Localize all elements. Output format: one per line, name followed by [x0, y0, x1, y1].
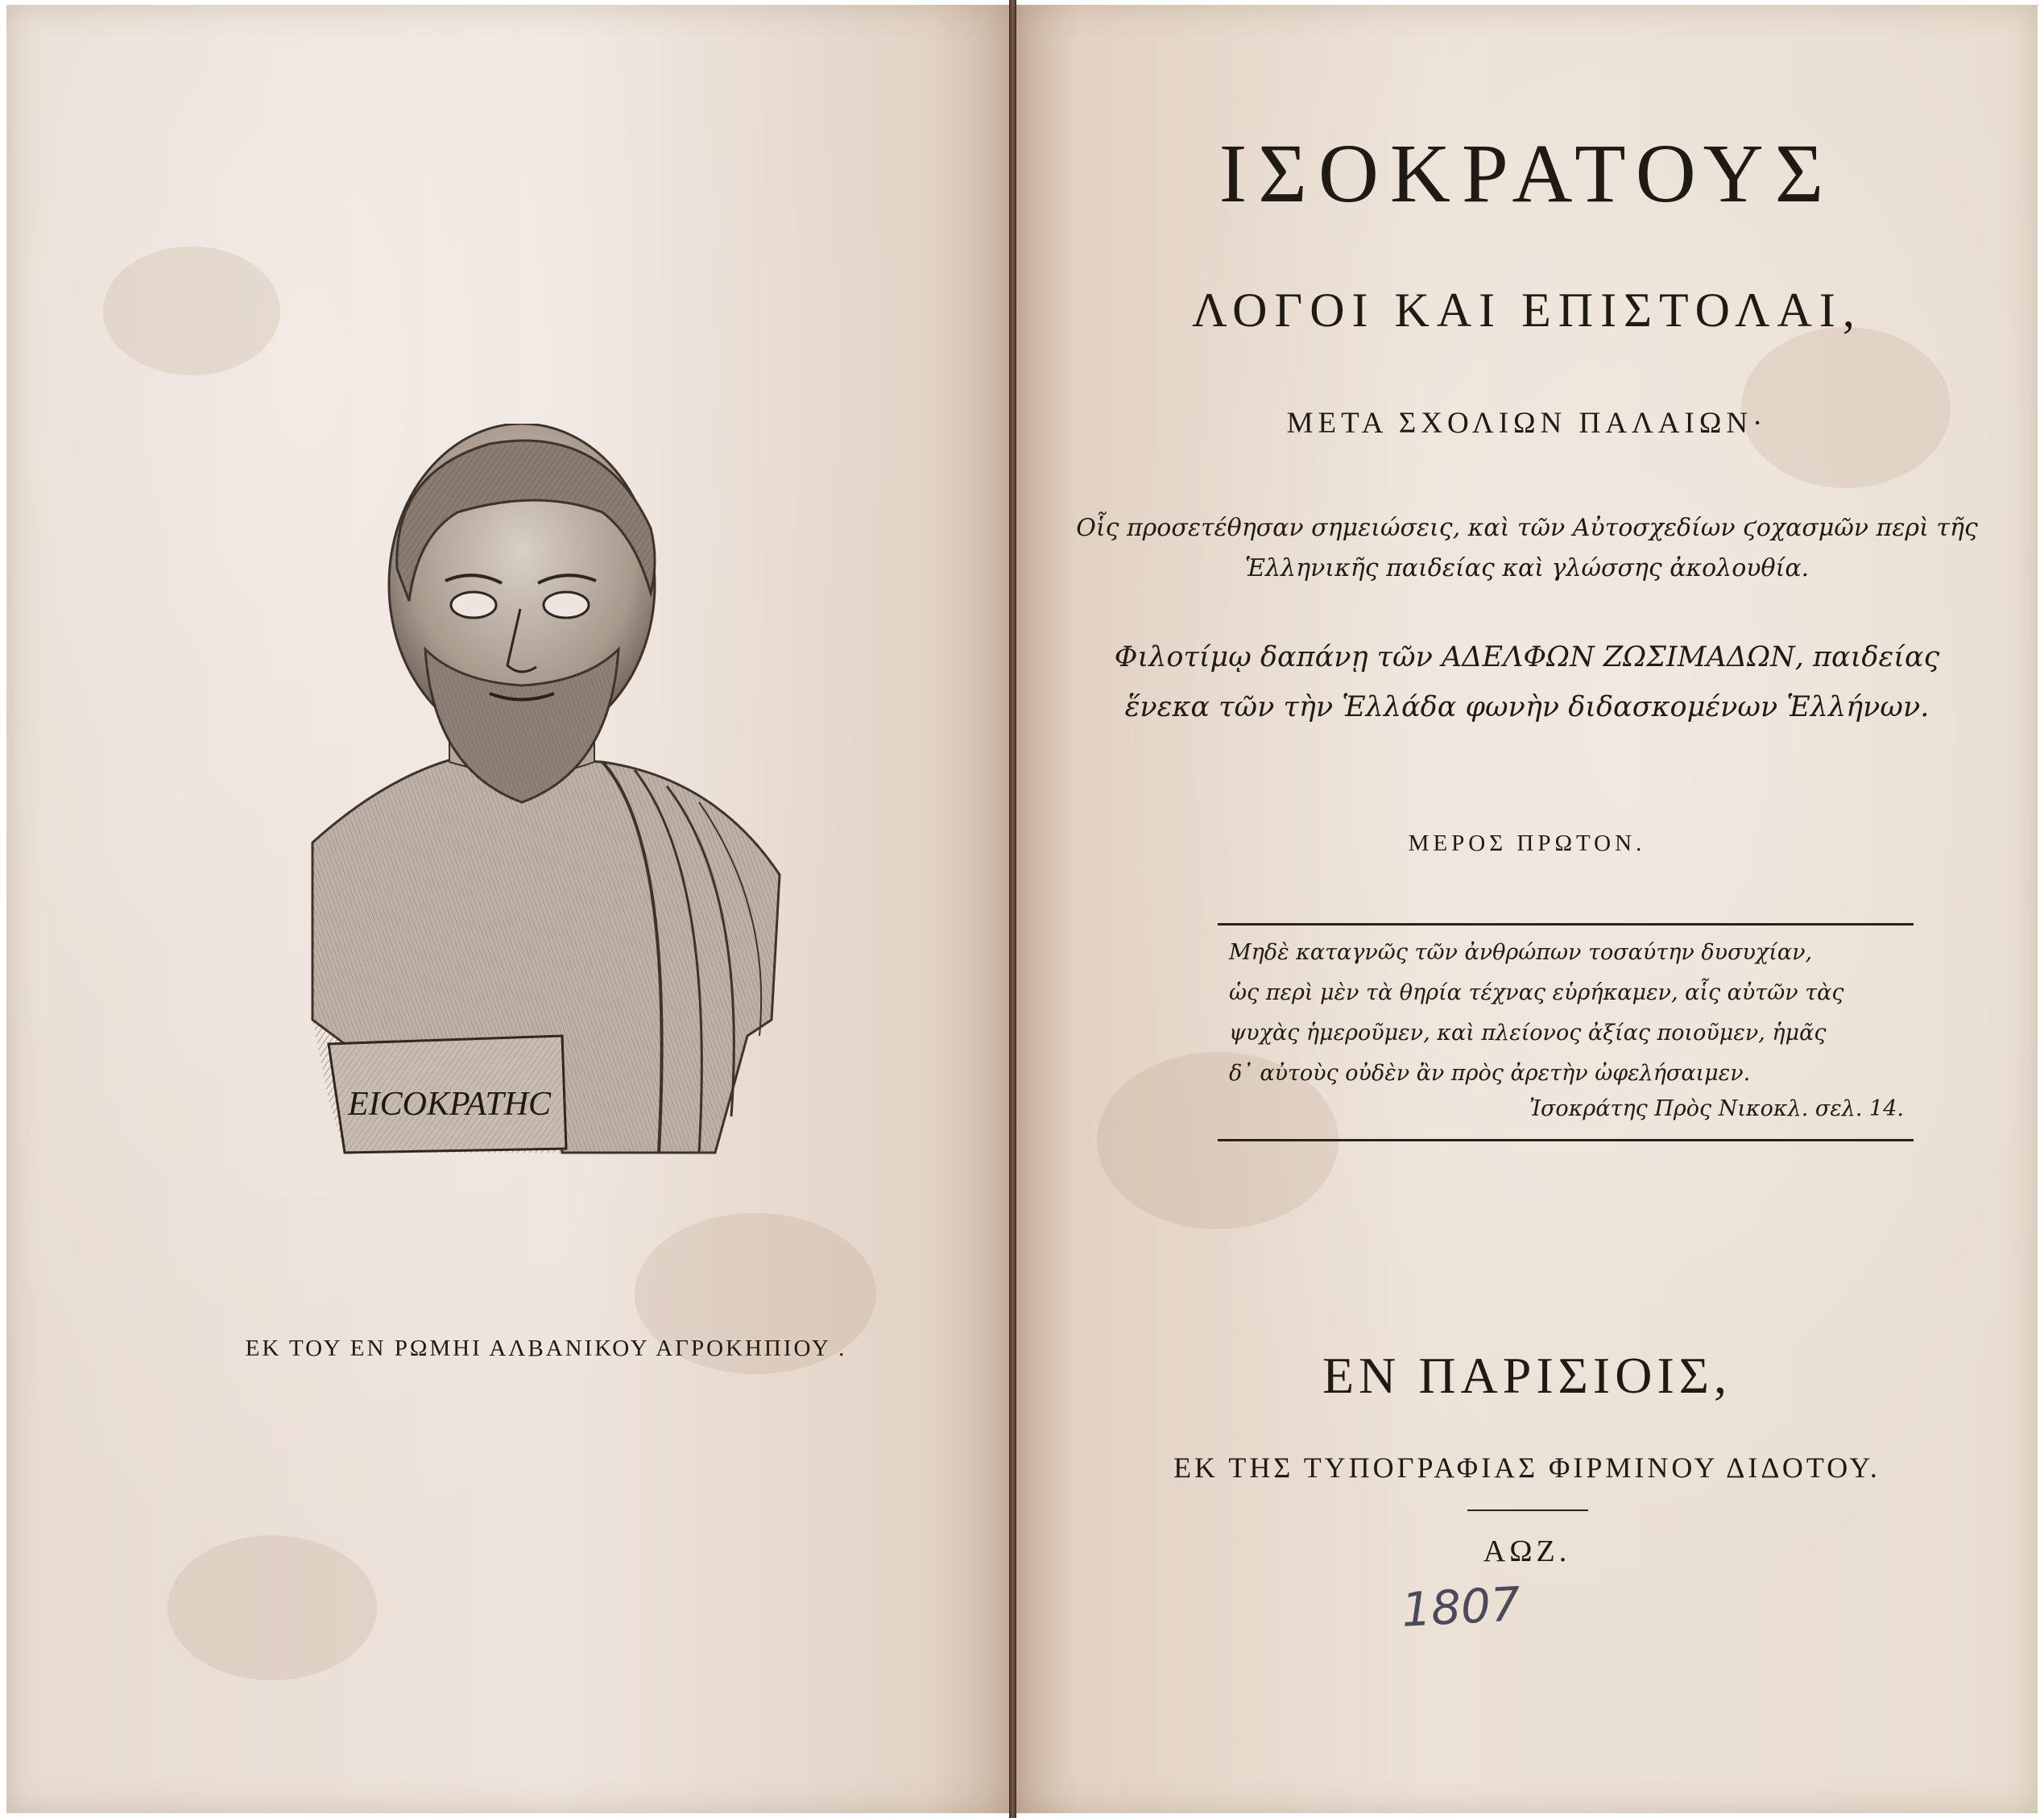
- epigraph: [1218, 923, 1914, 1141]
- handwritten-year: 1807: [1400, 1576, 1522, 1638]
- paper-stain: [103, 246, 280, 375]
- paper-stain: [168, 1535, 377, 1680]
- sponsor-line: Φιλοτίμῳ δαπάνῃ τῶν ΑΔΕΛΦΩΝ ΖΩΣΙΜΑΔΩΝ, παιδείας: [1114, 641, 1940, 673]
- left-page: [6, 5, 1009, 1813]
- epigraph-source: Ἰσοκράτης Πρὸς Νικοκλ. σελ. 14.: [1529, 1096, 1904, 1121]
- imprint-place: ΕΝ ΠΑΡΙΣΙΟΙΣ,: [1322, 1347, 1732, 1404]
- description-line: Οἷς προσετέθησαν σημειώσεις, καὶ τῶν Αὐτοσχεδίων ϛοχασμῶν περὶ τῆς: [1076, 514, 1978, 542]
- epigraph-line: ὡς περὶ μὲν τὰ θηρία τέχνας εὑρήκαμεν, αἷς αὐτῶν τὰς: [1229, 980, 1844, 1005]
- description-line: Ἑλληνικῆς παιδείας καὶ γλώσσης ἀκολουθία.: [1244, 554, 1810, 582]
- right-page: [1016, 5, 2038, 1813]
- sponsor-line: ἕνεκα τῶν τὴν Ἑλλάδα φωνὴν διδασκομένων Ἑλλήνων.: [1124, 691, 1930, 723]
- book-title: ΙΣΟΚΡΑΤΟΥΣ: [1219, 127, 1835, 220]
- epigraph-line: ψυχὰς ἡμεροῦμεν, καὶ πλείονος ἀξίας ποιοῦμεν, ἡμᾶς: [1229, 1021, 1827, 1046]
- frontispiece-caption: ΕΚ ΤΟΥ ΕΝ ΡΩΜΗΙ ΑΛΒΑΝΙΚΟΥ ΑΓΡΟΚΗΠΙΟΥ .: [245, 1336, 847, 1361]
- imprint-press: ΕΚ ΤΗΣ ΤΥΠΟΓΡΑΦΙΑΣ ΦΙΡΜΙΝΟΥ ΔΙΔΟΤΟΥ.: [1173, 1452, 1881, 1484]
- divider-rule: [1467, 1509, 1588, 1511]
- isocrates-bust-engraving: [296, 424, 796, 1181]
- plate-inscription: ΕΙCΟΚΡΑΤΗC: [347, 1086, 552, 1123]
- imprint-year-greek: ΑΩΖ.: [1483, 1534, 1571, 1568]
- epigraph-line: Μηδὲ καταγνῶς τῶν ἀνθρώπων τοσαύτην δυσυχίαν,: [1229, 940, 1813, 965]
- epigraph-line: δ᾽ αὐτοὺς οὐδὲν ἂν πρὸς ἀρετὴν ὠφελήσαιμεν.: [1229, 1061, 1751, 1086]
- book-subtitle: ΛΟΓΟΙ ΚΑΙ ΕΠΙΣΤΟΛΑΙ,: [1192, 284, 1862, 337]
- part-label: ΜΕΡΟΣ ΠΡΩΤΟΝ.: [1408, 830, 1646, 856]
- book-gutter: [1009, 0, 1016, 1818]
- book-subtitle-secondary: ΜΕΤΑ ΣΧΟΛΙΩΝ ΠΑΛΑΙΩΝ·: [1286, 407, 1768, 440]
